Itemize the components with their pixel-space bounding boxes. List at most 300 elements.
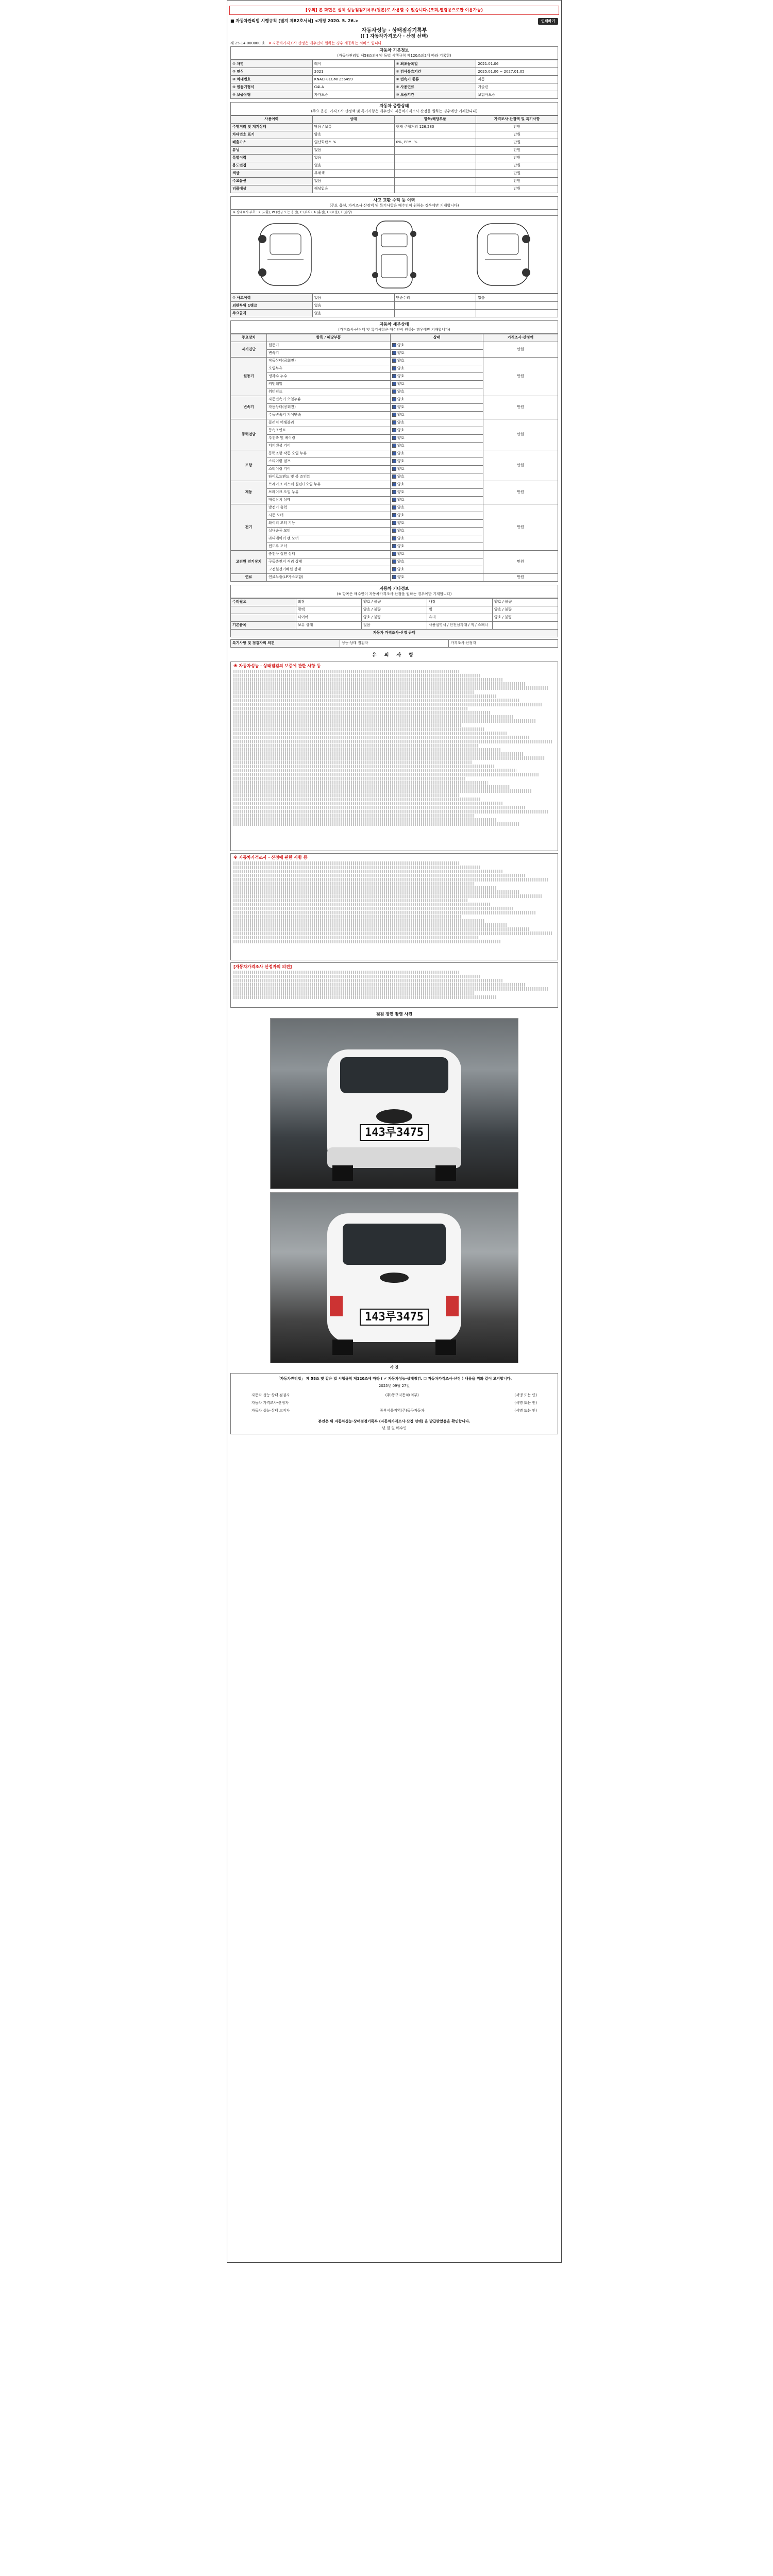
detail-status [391, 527, 483, 535]
detail-status [391, 535, 483, 543]
checkbox-icon [392, 536, 396, 540]
detail-status [391, 496, 483, 504]
damage-heading: 사고 교환 수리 등 이력 [230, 196, 558, 203]
detail-status-label: 양호 [397, 482, 405, 487]
checkbox-icon [392, 521, 396, 525]
document-number-row [227, 40, 561, 47]
detail-status-label: 양호 [397, 467, 405, 471]
checkbox-icon [392, 567, 396, 571]
detail-price: 만원 [483, 357, 558, 396]
state-cell: 양호 [312, 131, 394, 139]
detail-status [391, 465, 483, 473]
notice-text-line [233, 814, 475, 818]
state-cell: 무채색 [312, 170, 394, 177]
notice-text-line [233, 915, 462, 919]
detail-status [391, 558, 483, 566]
state-row [231, 185, 558, 193]
basic-info-value: KNACF81GMT256499 [312, 76, 394, 83]
checkbox-icon [392, 359, 396, 363]
notice-text-line [233, 936, 478, 939]
basic-info-subheading: (자동차관리법 제58조의4 및 동법 시행규칙 제120조의2에 따라 기록함) [230, 53, 558, 60]
detail-status [391, 411, 483, 419]
damage-cell: 없음 [312, 310, 394, 317]
notice-text-line [233, 983, 526, 987]
state-cell: 없음 [312, 154, 394, 162]
basic-info-label: ⑤ 보증유형 [231, 91, 313, 99]
price-total-label: 자동차 가격조사·산정 금액 [231, 629, 558, 637]
damage-cell [394, 310, 476, 317]
checkbox-icon [392, 374, 396, 378]
state-cell: 일산화탄소 % [312, 139, 394, 146]
notice-text-line [233, 756, 545, 760]
basic-info-value: G4LA [312, 83, 394, 91]
detail-price: 만원 [483, 481, 558, 504]
detail-item-name: 자동변속기 오일누유 [267, 396, 391, 403]
checkbox-icon [392, 436, 396, 440]
notifier-name: 중부서울지역(주)동구자동차 [379, 1408, 425, 1413]
detail-price: 만원 [483, 396, 558, 419]
notice-text-line [233, 707, 468, 710]
notifier-row [231, 1407, 558, 1415]
detail-group-name: 동력전달 [231, 419, 267, 450]
detail-status [391, 349, 483, 357]
detail-item-name: 윈도우 모터 [267, 543, 391, 550]
detail-item-name: 디퍼렌셜 기어 [267, 442, 391, 450]
notice-text-line [233, 861, 459, 865]
detail-status-label: 양호 [397, 474, 405, 479]
checkbox-icon [392, 405, 396, 409]
detail-item-name: 등속조인트 [267, 427, 391, 434]
notice-text-line [233, 991, 475, 995]
photo-heading: 점검 장면 촬영 사진 [376, 1011, 413, 1016]
checkbox-icon [392, 467, 396, 471]
notice-opinion-heading: [자동차가격조사 산정자의 의견] [233, 964, 292, 969]
notice-text-line [233, 748, 500, 752]
notice-text-line [233, 744, 478, 748]
detail-status-label: 양호 [397, 513, 405, 518]
checkbox-icon [392, 351, 396, 355]
notice-text-line [233, 670, 459, 673]
detail-status-label: 양호 [397, 567, 405, 572]
basic-info-value: 2021 [312, 68, 394, 76]
notice-text-line [233, 785, 510, 789]
detail-item-name: 수동변속기 기어변속 [267, 411, 391, 419]
detail-status-label: 양호 [397, 343, 405, 348]
state-row [231, 154, 558, 162]
notice-text-line [233, 890, 519, 894]
basic-info-row [231, 60, 558, 68]
page-subtitle: ([ ] 자동차가격조사 · 산정 선택) [360, 34, 428, 40]
detail-status [391, 419, 483, 427]
detail-table [230, 334, 558, 582]
detail-status [391, 488, 483, 496]
other-info-cell: 양호 / 불량 [362, 614, 427, 621]
basic-info-table [230, 60, 558, 99]
detail-status [391, 450, 483, 457]
detail-status-label: 양호 [397, 552, 405, 556]
state-row [231, 170, 558, 177]
notice-title: 유 의 사 항 [372, 652, 417, 658]
basic-info-label: ⑧ 변속기 종류 [394, 76, 476, 83]
other-info-cell: 내장 [427, 598, 493, 606]
basic-info-value: 자동 [476, 76, 558, 83]
state-cell: 만원 [476, 154, 558, 162]
detail-item-name: 라디에이터 팬 모터 [267, 535, 391, 543]
other-info-cell: 보유 상태 [296, 621, 362, 629]
notice-text-line [233, 886, 497, 890]
detail-status-label: 양호 [397, 451, 405, 456]
detail-status [391, 380, 483, 388]
signature-statement: 「자동차관리법」 제 58조 및 같은 법 시행규칙 제120조에 따라 ( ✔ 자동차성능·상태점검, ☐ 자동차가격조사·산정 ) 내용을 위와 같이 고지합니다. [276, 1376, 512, 1381]
detail-item-name: 추진축 및 베어링 [267, 434, 391, 442]
notice-box-opinion [230, 962, 558, 1008]
state-cell: 만원 [476, 131, 558, 139]
detail-status-label: 양호 [397, 428, 405, 433]
state-column-header: 사용이력 [231, 115, 313, 123]
state-cell: 특별이력 [231, 154, 313, 162]
detail-status-label: 양호 [397, 560, 405, 564]
notice-text-line [233, 715, 513, 719]
notice-text-line [233, 798, 481, 801]
checkbox-icon [392, 444, 396, 448]
checkbox-icon [392, 505, 396, 510]
state-cell: 만원 [476, 162, 558, 170]
damage-cell: 주요골격 [231, 310, 313, 317]
other-info-cell: 양호 / 불량 [362, 598, 427, 606]
damage-cell: 외판부위 1랭크 [231, 302, 313, 310]
notice-text-line [233, 694, 497, 698]
other-info-heading: 자동차 기타정보 [230, 585, 558, 591]
detail-column-header: 가격조사·산정액 [483, 334, 558, 342]
notice-text-line [233, 894, 542, 898]
other-info-cell: 외장 [296, 598, 362, 606]
detail-group-name: 전기 [231, 504, 267, 550]
notice-warranty-heading: ※ 자동차성능 · 상태점검의 보증에 관한 사항 등 [233, 663, 321, 668]
basic-info-value: 레이 [312, 60, 394, 68]
checkbox-icon [392, 560, 396, 564]
notice-text-line [233, 719, 536, 723]
notice-text-line [233, 760, 472, 764]
detail-item-name: 타이로드엔드 및 볼 조인트 [267, 473, 391, 481]
other-info-cell [493, 621, 558, 629]
detail-status-label: 양호 [397, 374, 405, 379]
detail-row [231, 550, 558, 558]
state-row [231, 177, 558, 185]
checkbox-icon [392, 498, 396, 502]
basic-info-row [231, 76, 558, 83]
checkbox-icon [392, 382, 396, 386]
state-column-header: 항목/해당부품 [394, 115, 476, 123]
detail-status-label: 양호 [397, 521, 405, 526]
front-license-plate: 143루3475 [360, 1124, 429, 1142]
state-cell: 만원 [476, 185, 558, 193]
damage-cell [476, 310, 558, 317]
detail-status [391, 473, 483, 481]
checkbox-icon [392, 459, 396, 463]
notice-text-line [233, 781, 488, 785]
checkbox-icon [392, 513, 396, 517]
notice-text-line [233, 979, 503, 982]
detail-item-name: 와이퍼 모터 기능 [267, 519, 391, 527]
state-cell: 없음 [312, 162, 394, 170]
detail-item-name: 구동축전지 격리 상태 [267, 558, 391, 566]
rear-car-image [271, 1193, 518, 1363]
top-bar [227, 17, 561, 26]
notice-text-line [233, 773, 539, 776]
detail-status-label: 양호 [397, 382, 405, 386]
detail-status [391, 372, 483, 380]
basic-info-value: 2021.01.06 [476, 60, 558, 68]
notice-text-line [233, 931, 552, 935]
other-info-row [231, 598, 558, 606]
notice-text-line [233, 711, 491, 715]
notice-text-line [233, 777, 465, 781]
photo-caption: 사 진 [390, 1365, 398, 1369]
notice-text-line [233, 987, 549, 991]
other-info-cell: 타이어 [296, 614, 362, 621]
notice-text-line [233, 765, 494, 768]
detail-status [391, 427, 483, 434]
basic-info-value: 자가보증 [312, 91, 394, 99]
car-top-view-diagram [356, 218, 433, 291]
detail-status [391, 573, 483, 581]
notifier-label: 자동차 성능·상태 고지자 [251, 1408, 290, 1413]
detail-item-name: 발전기 출력 [267, 504, 391, 512]
detail-row [231, 357, 558, 365]
state-column-header: 가격조사·산정액 및 특기사항 [476, 115, 558, 123]
detail-status-label: 양호 [397, 397, 405, 402]
state-row [231, 162, 558, 170]
notice-text-line [233, 874, 526, 877]
inspector-row [231, 1392, 558, 1399]
notice-text-line [233, 802, 503, 805]
state-cell: 주요옵션 [231, 177, 313, 185]
damage-cell: 없음 [312, 302, 394, 310]
damage-cell: 없음 [476, 294, 558, 302]
receiver-line: 년 월 일 매수인 [382, 1426, 407, 1430]
detail-status-label: 양호 [397, 444, 405, 448]
notice-text-line [233, 907, 513, 910]
other-info-cell: 양호 / 불량 [362, 606, 427, 614]
opinion-inspector: 성능·상태 점검자 [340, 639, 449, 647]
signature-date: 2025년 09월 27일 [378, 1384, 410, 1388]
detail-status [391, 396, 483, 403]
state-subheading: (주요 옵션, 가격조사·산정액 및 특기사항은 매수인이 자동차가격조사·산정을 원하는 경우에만 기재합니다) [230, 109, 558, 115]
basic-info-label: ② 연식 [231, 68, 313, 76]
detail-item-name: 클러치 어셈블리 [267, 419, 391, 427]
inspector-name: (주)동구자동차(외부) [385, 1393, 419, 1397]
basic-info-value: 가솔린 [476, 83, 558, 91]
notice-text-line [233, 690, 475, 694]
detail-row [231, 396, 558, 403]
notifier-sign: (서명 또는 인) [514, 1408, 537, 1413]
non-original-warning: [주의] 본 화면은 실제 성능점검기록부(원본)로 사용할 수 없습니다.(조회,열람용으로만 이용가능) [229, 6, 559, 15]
notice-text-line [233, 686, 549, 690]
notice-text-line [233, 971, 459, 974]
notice-text-line [233, 736, 529, 739]
detail-subheading: (가격조사·산정액 및 특기사항은 매수인이 원하는 경우에만 기재합니다) [230, 327, 558, 334]
detail-item-name: 고전원전기배선 상태 [267, 566, 391, 573]
detail-item-name: 워터펌프 [267, 388, 391, 396]
document-note: ※ 자동차가격조사·산정은 매수인이 원하는 경우 제공하는 서비스 입니다. [268, 41, 383, 45]
detail-status [391, 519, 483, 527]
other-info-subheading: (※ 항목은 매수인이 자동차가격조사·산정을 원하는 경우에만 기재합니다) [230, 591, 558, 598]
basic-info-label: ⑦ 검사유효기간 [394, 68, 476, 76]
basic-info-label: ④ 원동기형식 [231, 83, 313, 91]
basic-info-label: ⑥ 최초등록일 [394, 60, 476, 68]
damage-cell: ① 사고이력 [231, 294, 313, 302]
notice-text-line [233, 903, 491, 906]
detail-status [391, 504, 483, 512]
notice-text-line [233, 866, 481, 869]
damage-row [231, 302, 558, 310]
detail-item-name: 오일누유 [267, 365, 391, 372]
basic-info-row [231, 91, 558, 99]
notice-text-line [233, 789, 532, 793]
detail-item-name: 스티어링 펌프 [267, 457, 391, 465]
damage-cell [476, 302, 558, 310]
state-cell: 해당없음 [312, 185, 394, 193]
damage-cell: 단순수리 [394, 294, 476, 302]
detail-item-name: 동력조향 작동 오일 누유 [267, 450, 391, 457]
notice-text-line [233, 727, 484, 731]
checkbox-icon [392, 529, 396, 533]
basic-info-label: ① 차명 [231, 60, 313, 68]
detail-item-name: 커먼레일 [267, 380, 391, 388]
checkbox-icon [392, 389, 396, 394]
notice-text-line [233, 678, 503, 682]
checkbox-icon [392, 575, 396, 579]
state-cell: 용도변경 [231, 162, 313, 170]
detail-group-name: 조향 [231, 450, 267, 481]
detail-column-header: 항목 / 해당부품 [267, 334, 391, 342]
detail-group-name: 자기진단 [231, 342, 267, 357]
detail-price: 만원 [483, 419, 558, 450]
inspector-sign: (서명 또는 인) [514, 1393, 537, 1397]
detail-status [391, 481, 483, 488]
detail-status [391, 457, 483, 465]
detail-heading: 자동차 세부상태 [230, 320, 558, 327]
state-cell [394, 154, 476, 162]
detail-item-name: 연료누출(LP가스포함) [267, 573, 391, 581]
notice-text-line [233, 899, 468, 902]
other-info-cell: 수리필요 [231, 598, 296, 606]
form-reference: ■ 자동차관리법 시행규칙 [별지 제82호서식] <개정 2020. 5. 26.> [230, 19, 359, 24]
detail-status-label: 양호 [397, 575, 405, 580]
other-info-cell [231, 606, 296, 614]
detail-status [391, 403, 483, 411]
detail-row [231, 419, 558, 427]
detail-item-name: 스티어링 기어 [267, 465, 391, 473]
notice-text-line [233, 911, 536, 914]
page-title: 자동차성능 · 상태점검기록부 [361, 27, 427, 33]
detail-status [391, 442, 483, 450]
notice-text-line [233, 940, 500, 943]
state-cell: 배출가스 [231, 139, 313, 146]
detail-item-name: 작동상태(공회전) [267, 403, 391, 411]
damage-row [231, 310, 558, 317]
print-button[interactable]: 인쇄하기 [538, 18, 558, 25]
notice-text-line [233, 995, 497, 999]
car-right-view-diagram [464, 218, 542, 291]
signature-block [230, 1373, 558, 1434]
notice-text-line [233, 923, 507, 927]
other-info-row [231, 614, 558, 621]
notice-text-line [233, 723, 462, 727]
detail-column-header: 상태 [391, 334, 483, 342]
other-info-cell: 광택 [296, 606, 362, 614]
detail-status-label: 양호 [397, 389, 405, 394]
state-cell: 리콜대상 [231, 185, 313, 193]
detail-status-label: 양호 [397, 536, 405, 541]
other-info-row [231, 606, 558, 614]
state-row [231, 146, 558, 154]
other-info-cell: 양호 / 불량 [493, 606, 558, 614]
receipt-statement: 본인은 위 자동차성능·상태점검기록부 (자동차가격조사·산정 선택) 을 발급받았음을 확인합니다. [318, 1419, 470, 1424]
damage-legend: ※ 상태표시 부호 : X (교환), W (판금 또는 용접), C (부식), A (흠집), U (요철), T (손상) [230, 210, 558, 216]
detail-column-header: 주요장치 [231, 334, 267, 342]
detail-item-name: 배력장치 상태 [267, 496, 391, 504]
state-cell [394, 162, 476, 170]
detail-price: 만원 [483, 550, 558, 573]
state-cell: 만원 [476, 146, 558, 154]
inspector-label: 자동차 성능·상태 점검자 [251, 1393, 290, 1397]
detail-row [231, 573, 558, 581]
notice-box-warranty [230, 662, 558, 851]
car-left-view-diagram [247, 218, 324, 291]
notice-text-line [233, 752, 523, 756]
notice-text-line [233, 818, 497, 822]
detail-status [391, 512, 483, 519]
detail-item-name: 브레이크 마스터 실린더오일 누유 [267, 481, 391, 488]
checkbox-icon [392, 343, 396, 347]
notice-box-pricing [230, 853, 558, 960]
other-info-table [230, 598, 558, 637]
state-cell [394, 185, 476, 193]
basic-info-row [231, 68, 558, 76]
basic-info-value: 2025.01.06 ~ 2027.01.05 [476, 68, 558, 76]
notice-text-line [233, 699, 519, 702]
detail-status-label: 양호 [397, 359, 405, 363]
front-photo [270, 1018, 518, 1189]
other-info-cell: 양호 / 불량 [493, 598, 558, 606]
detail-status-label: 양호 [397, 498, 405, 502]
state-table [230, 115, 558, 193]
detail-item-name: 브레이크 오일 누유 [267, 488, 391, 496]
state-cell: 주행거리 및 계기상태 [231, 123, 313, 131]
notice-text-line [233, 975, 481, 978]
state-cell: 없음 [312, 146, 394, 154]
rear-license-plate: 143루3475 [360, 1309, 429, 1326]
detail-status-label: 양호 [397, 459, 405, 464]
rear-photo [270, 1192, 518, 1363]
checkbox-icon [392, 397, 396, 401]
detail-status-label: 양호 [397, 544, 405, 549]
basic-info-label: ⑩ 보증기간 [394, 91, 476, 99]
checkbox-icon [392, 482, 396, 486]
detail-status-label: 양호 [397, 413, 405, 417]
state-cell [394, 146, 476, 154]
detail-item-name: 시동 모터 [267, 512, 391, 519]
state-row [231, 139, 558, 146]
other-info-cell: 양호 / 불량 [493, 614, 558, 621]
notice-text-line [233, 740, 552, 743]
notice-text-line [233, 927, 529, 931]
detail-status-label: 양호 [397, 351, 405, 355]
detail-status [391, 434, 483, 442]
notice-text-line [233, 878, 549, 882]
state-cell: 0%, PPM, % [394, 139, 476, 146]
